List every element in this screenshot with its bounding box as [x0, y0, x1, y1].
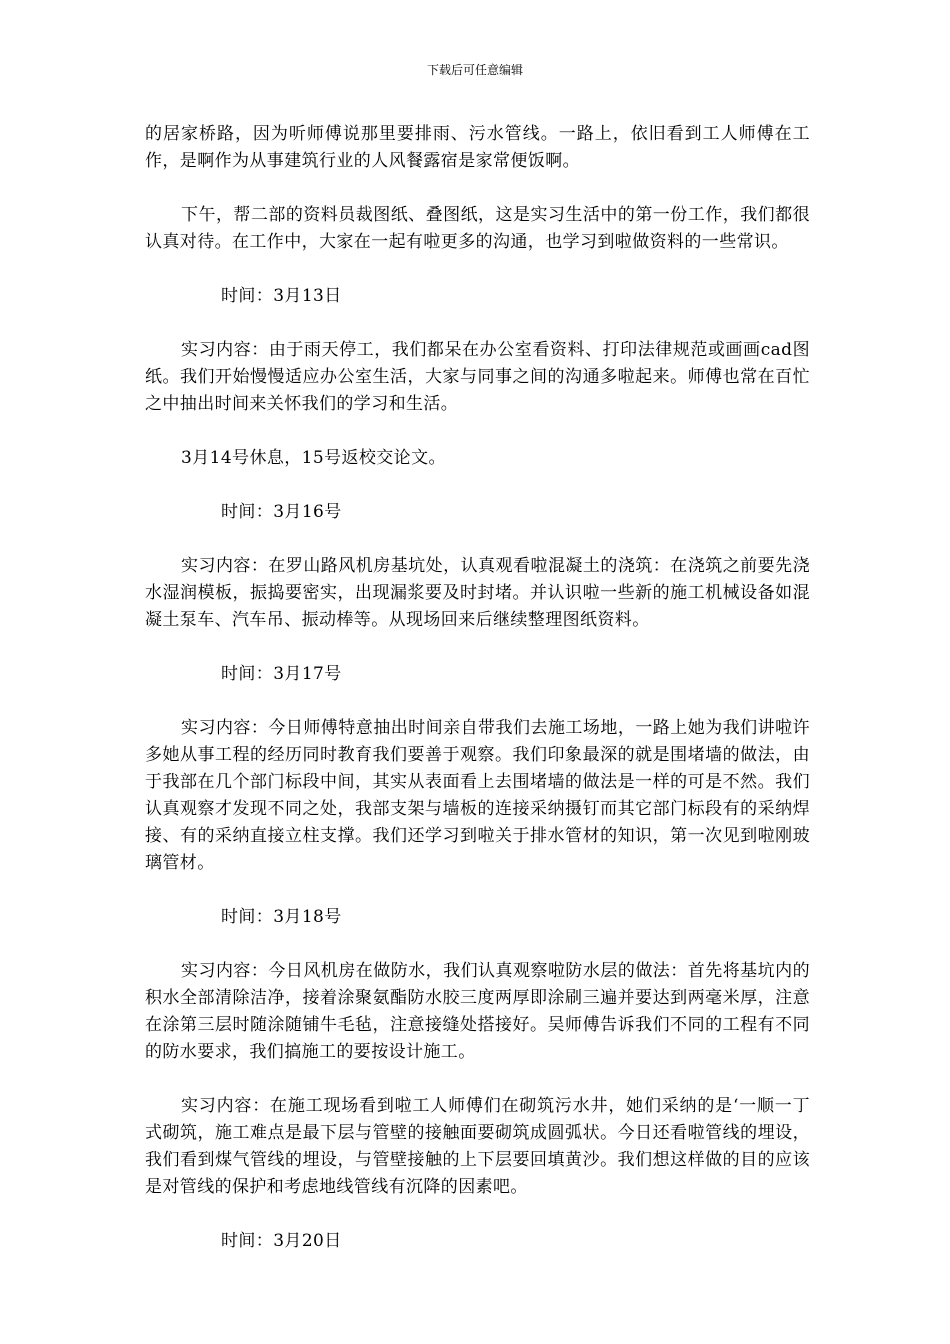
page-header: 下载后可任意编辑 — [426, 63, 523, 77]
date-heading: 时间：3月18号 — [221, 907, 342, 927]
paragraph-rest-note: 3月14号休息，15号返校交论文。 — [181, 448, 446, 468]
paragraph-content: 实习内容：在施工现场看到啦工人师傅们在砌筑污水井，她们采纳的是‘一顺一丁式砌筑，施工难点是最下层与管壁的接触面要砌筑成圆弧状。今日还看啦管线的埋设，我们看到煤气管线的埋设，与管壁接触的上下层要回填黄沙。我们想这样做的目的应该是对管线的保护和考虑地线管线有沉降的因素吧。 — [145, 1096, 810, 1197]
paragraph-afternoon: 下午，帮二部的资料员裁图纸、叠图纸，这是实习生活中的第一份工作，我们都很认真对待。在工作中，大家在一起有啦更多的沟通，也学习到啦做资料的一些常识。 — [145, 205, 810, 252]
paragraph-continuation: 的居家桥路，因为听师傅说那里要排雨、污水管线。一路上，依旧看到工人师傅在工作，是啊作为从事建筑行业的人风餐露宿是家常便饭啊。 — [145, 124, 810, 171]
date-heading: 时间：3月20日 — [221, 1231, 342, 1251]
document-body — [145, 121, 810, 1255]
paragraph-content: 实习内容：今日风机房在做防水，我们认真观察啦防水层的做法：首先将基坑内的积水全部清除洁净，接着涂聚氨酯防水胶三度两厚即涂刷三遍并要达到两毫米厚，注意在涂第三层时随涂随铺牛毛毡，注意接缝处搭接好。吴师傅告诉我们不同的工程有不同的防水要求，我们搞施工的要按设计施工。 — [145, 961, 810, 1062]
date-heading: 时间：3月17号 — [221, 664, 342, 684]
paragraph-content: 实习内容：今日师傅特意抽出时间亲自带我们去施工场地，一路上她为我们讲啦许多她从事工程的经历同时教育我们要善于观察。我们印象最深的就是围堵墙的做法，由于我部在几个部门标段中间，其实从表面看上去围堵墙的做法是一样的可是不然。我们认真观察才发现不同之处，我部支架与墙板的连接采纳摄钉而其它部门标段有的采纳焊接、有的采纳直接立柱支撑。我们还学习到啦关于排水管材的知识，第一次见到啦刚玻璃管材。 — [145, 718, 810, 873]
date-heading: 时间：3月13日 — [221, 286, 342, 306]
paragraph-content: 实习内容：由于雨天停工，我们都呆在办公室看资料、打印法律规范或画画cad图纸。我们开始慢慢适应办公室生活，大家与同事之间的沟通多啦起来。师傅也常在百忙之中抽出时间来关怀我们的学习和生活。 — [145, 340, 810, 414]
paragraph-content: 实习内容：在罗山路风机房基坑处，认真观看啦混凝土的浇筑：在浇筑之前要先浇水湿润模板，振捣要密实，出现漏浆要及时封堵。并认识啦一些新的施工机械设备如混凝土泵车、汽车吊、振动棒等。从现场回来后继续整理图纸资料。 — [145, 556, 810, 630]
date-heading: 时间：3月16号 — [221, 502, 342, 522]
